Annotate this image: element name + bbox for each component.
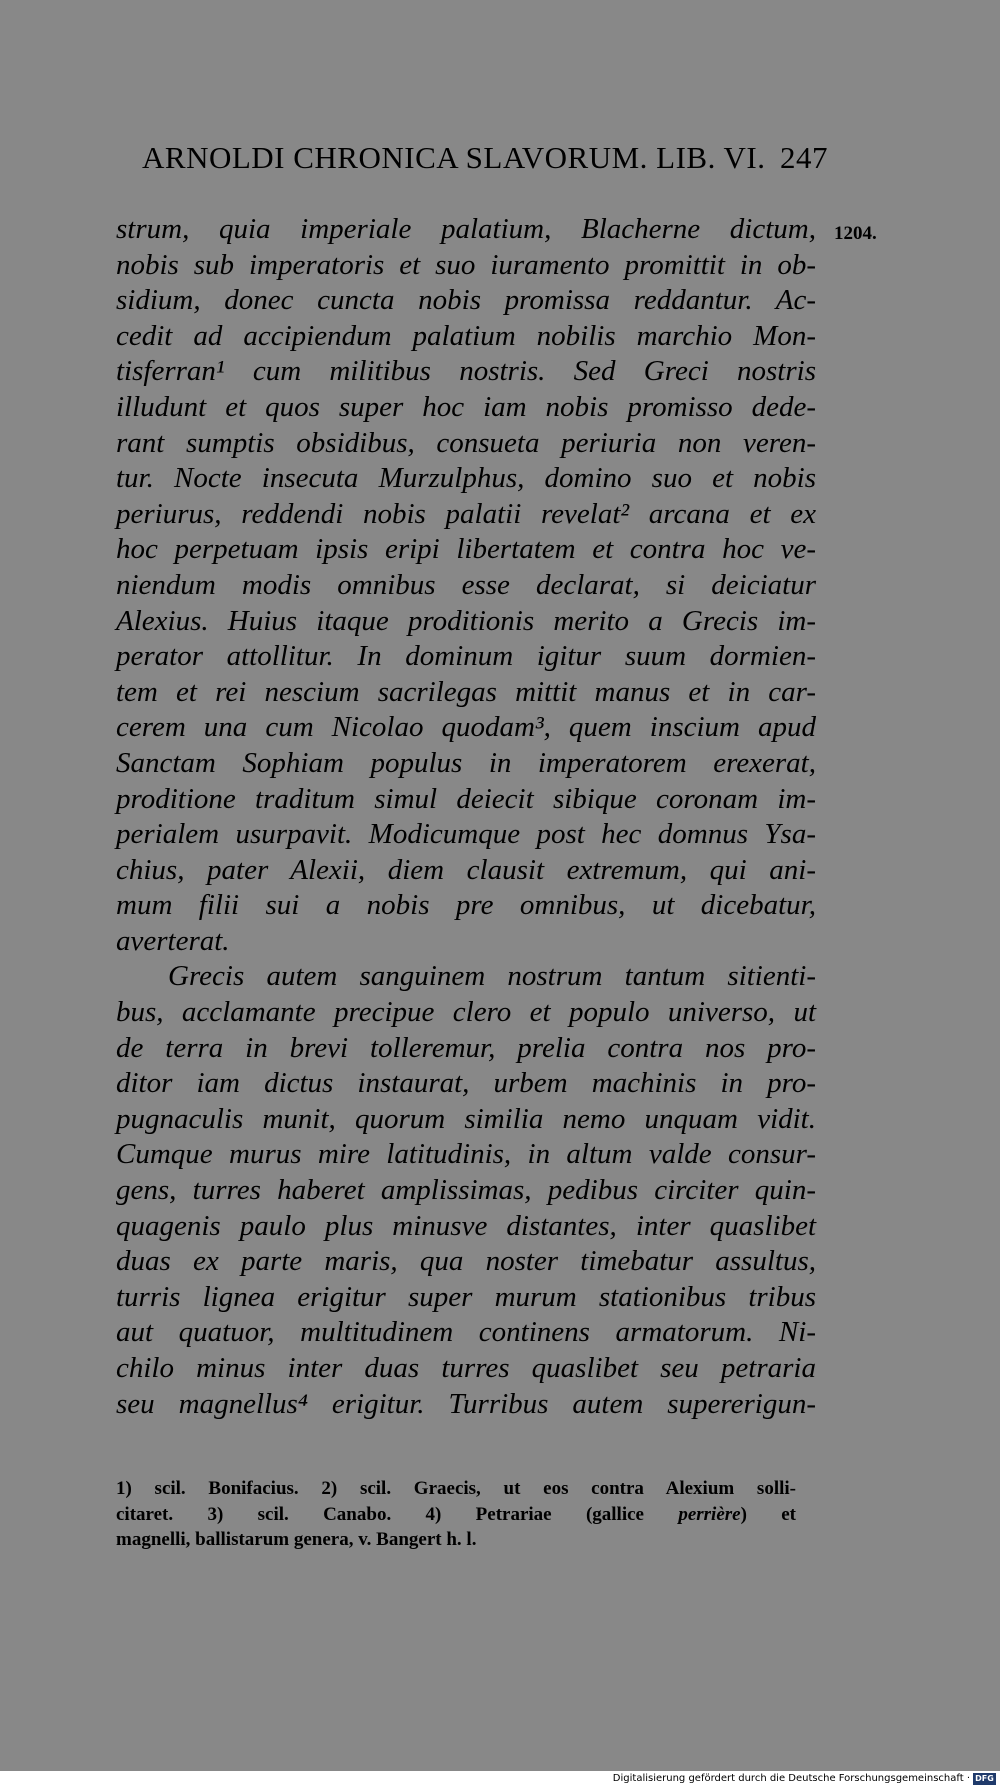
footnote-text: ) et: [740, 1503, 796, 1525]
text-line: gens, turres haberet amplissimas, pedibus circiter quin-: [116, 1174, 816, 1207]
text-line: sidium, donec cuncta nobis promissa reddantur. Ac-: [116, 284, 816, 317]
text-line: illudunt et quos super hoc iam nobis promisso dede-: [116, 390, 816, 423]
footnote-line: magnelli, ballistarum genera, v. Bangert h. l.: [116, 1529, 477, 1550]
text-line: periurus, reddendi nobis palatii revelat² arcana et ex: [116, 497, 816, 530]
text-line: Sanctam Sophiam populus in imperatorem erexerat,: [116, 746, 816, 779]
text-line: cerem una cum Nicolao quodam³, quem inscium apud: [116, 711, 816, 744]
text-line: chilo minus inter duas turres quaslibet seu petraria: [116, 1352, 816, 1384]
text-line: tem et rei nescium sacrilegas mittit manus et in car-: [116, 675, 816, 708]
text-line: Alexius. Huius itaque proditionis merito a Grecis im-: [116, 604, 816, 637]
text-line: averterat.: [116, 924, 230, 957]
page-number: 247: [780, 140, 828, 175]
text-line: cedit ad accipiendum palatium nobilis marchio Mon-: [116, 319, 816, 352]
margin-year: 1204.: [834, 223, 877, 244]
text-line: perialem usurpavit. Modicumque post hec domnus Ysa-: [116, 818, 816, 851]
dfg-logo: DFG: [973, 1773, 996, 1785]
footnote-text: citaret. 3) scil. Canabo. 4) Petrariae (gallice: [116, 1503, 679, 1525]
text-line: turris lignea erigitur super murum stationibus tribus: [116, 1280, 816, 1313]
text-line: hoc perpetuam ipsis eripi libertatem et contra hoc ve-: [116, 533, 816, 566]
text-line: strum, quia imperiale palatium, Blacherne dictum,: [116, 213, 816, 245]
text-line: niendum modis omnibus esse declarat, si deiciatur: [116, 568, 816, 601]
text-line: quagenis paulo plus minusve distantes, inter quaslibet: [116, 1209, 816, 1242]
body-text: [116, 212, 816, 1422]
footnote-line: [116, 1502, 796, 1528]
text-line: mum filii sui a nobis pre omnibus, ut dicebatur,: [116, 889, 816, 922]
text-line: seu magnellus⁴ erigitur. Turribus autem supererigun-: [116, 1387, 816, 1420]
dfg-credit: Digitalisierung gefördert durch die Deutsche Forschungsgemeinschaft ·: [612, 1773, 970, 1784]
text-line: ditor iam dictus instaurat, urbem machinis in pro-: [116, 1067, 816, 1100]
header-title: ARNOLDI CHRONICA SLAVORUM. LIB. VI.: [142, 140, 766, 175]
text-line: bus, acclamante precipue clero et populo universo, ut: [116, 996, 816, 1029]
text-line: aut quatuor, multitudinem continens armatorum. Ni-: [116, 1316, 816, 1349]
footnote-french-term: perrière: [678, 1503, 741, 1525]
text-line: Grecis autem sanguinem nostrum tantum sitienti-: [168, 960, 816, 993]
footnotes: [116, 1476, 796, 1553]
text-line: rant sumptis obsidibus, consueta periuria non veren-: [116, 426, 816, 459]
text-line: pugnaculis munit, quorum similia nemo unquam vidit.: [116, 1102, 816, 1135]
text-line: Cumque murus mire latitudinis, in altum valde consur-: [116, 1138, 816, 1171]
text-line: proditione traditum simul deiecit sibique coronam im-: [116, 782, 816, 815]
text-line: chius, pater Alexii, diem clausit extremum, qui ani-: [116, 853, 816, 886]
text-line: tisferran¹ cum militibus nostris. Sed Greci nostris: [116, 355, 816, 388]
footnote-line: 1) scil. Bonifacius. 2) scil. Graecis, ut eos contra Alexium solli-: [116, 1478, 796, 1499]
text-line: tur. Nocte insecuta Murzulphus, domino suo et nobis: [116, 462, 816, 495]
text-line: duas ex parte maris, qua noster timebatur assultus,: [116, 1245, 816, 1278]
running-header: [142, 140, 828, 176]
text-line: nobis sub imperatoris et suo iuramento promittit in ob-: [116, 248, 816, 281]
text-line: de terra in brevi tolleremur, prelia contra nos pro-: [116, 1031, 816, 1064]
text-line: perator attollitur. In dominum igitur suum dormien-: [116, 640, 816, 673]
